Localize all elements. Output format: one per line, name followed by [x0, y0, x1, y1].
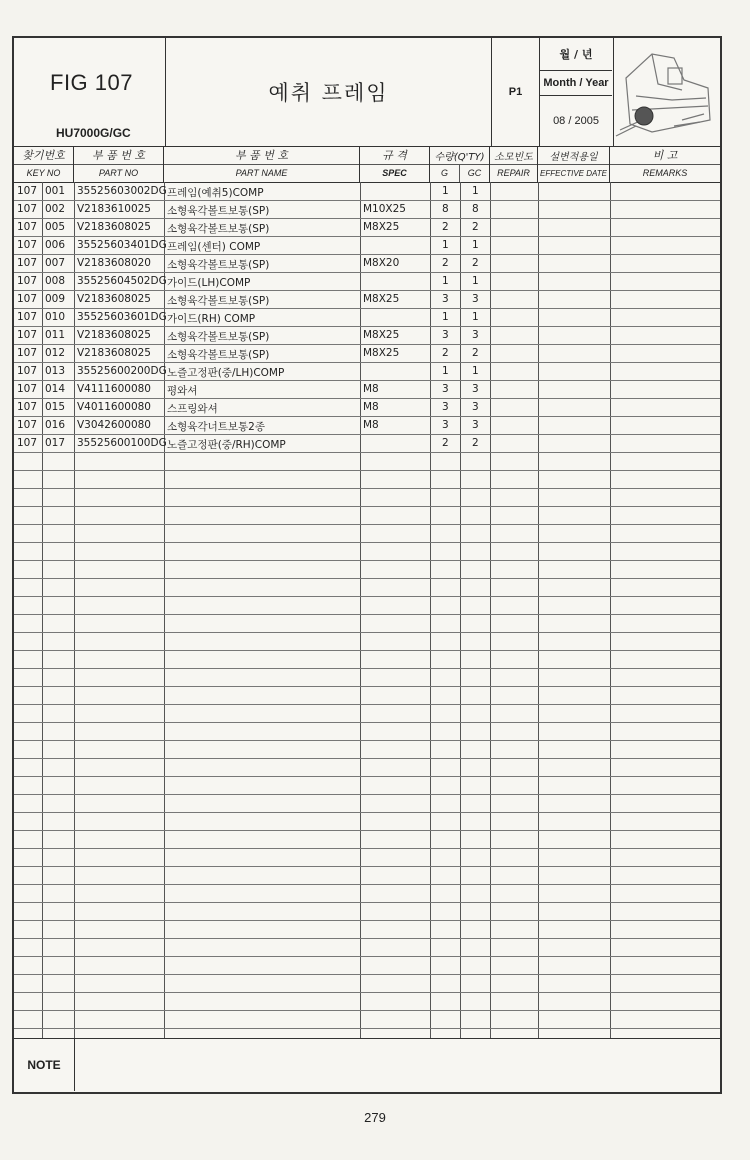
parts-sheet — [12, 36, 722, 1094]
cell-part-no: V2183608020 — [77, 257, 151, 269]
cell-g: 2 — [442, 347, 449, 359]
table-row — [14, 920, 720, 939]
cell-fig: 107 — [17, 257, 38, 269]
cell-fig: 107 — [17, 203, 38, 215]
cell-g: 1 — [442, 275, 449, 287]
cell-part-no: V2183610025 — [77, 203, 151, 215]
cell-part-no: V2183608025 — [77, 221, 151, 233]
col-key: 찾기번호 KEY NO — [14, 146, 74, 182]
cell-fig: 107 — [17, 239, 38, 251]
cell-g: 3 — [442, 293, 449, 305]
cell-key: 009 — [45, 293, 66, 305]
table-row — [14, 956, 720, 975]
table-row — [14, 866, 720, 885]
cell-gc: 2 — [472, 347, 479, 359]
cell-key: 017 — [45, 437, 66, 449]
table-row — [14, 362, 720, 381]
cell-g: 8 — [442, 203, 449, 215]
column-headers — [14, 146, 720, 183]
fig-number: FIG 107 — [50, 70, 133, 95]
table-row — [14, 434, 720, 453]
table-row — [14, 524, 720, 543]
table-row — [14, 632, 720, 651]
cell-key: 005 — [45, 221, 66, 233]
cell-g: 1 — [442, 311, 449, 323]
cell-name: 노즐고정판(중/LH)COMP — [167, 367, 285, 379]
cell-g: 2 — [442, 221, 449, 233]
cell-fig: 107 — [17, 311, 38, 323]
cell-fig: 107 — [17, 221, 38, 233]
cell-spec: M8X25 — [363, 329, 400, 341]
cell-g: 1 — [442, 239, 449, 251]
table-row — [14, 290, 720, 309]
table-row — [14, 668, 720, 687]
page-number: 279 — [364, 1110, 386, 1125]
col-remarks: 비 고 REMARKS — [610, 146, 720, 182]
col-repair: 소모빈도 REPAIR — [490, 146, 538, 182]
cell-gc: 3 — [472, 383, 479, 395]
cell-name: 소형육각볼트보통(SP) — [167, 223, 270, 235]
table-row — [14, 542, 720, 561]
cell-g: 1 — [442, 185, 449, 197]
table-row — [14, 344, 720, 363]
table-row — [14, 254, 720, 273]
cell-name: 프레임(예취5)COMP — [167, 187, 264, 199]
table-row — [14, 272, 720, 291]
table-row — [14, 398, 720, 417]
col-qty: 수량(Q'TY) G GC — [430, 146, 490, 182]
table-row — [14, 182, 720, 201]
table-row — [14, 902, 720, 921]
table-row — [14, 848, 720, 867]
cell-g: 3 — [442, 383, 449, 395]
cell-part-no: 35525603002DG — [77, 185, 167, 197]
cell-gc: 3 — [472, 293, 479, 305]
cell-fig: 107 — [17, 293, 38, 305]
cell-key: 014 — [45, 383, 66, 395]
cell-name: 스프링와셔 — [167, 403, 218, 415]
cell-fig: 107 — [17, 185, 38, 197]
table-row — [14, 830, 720, 849]
cell-name: 소형육각볼트보통(SP) — [167, 295, 270, 307]
table-row — [14, 326, 720, 345]
cell-key: 015 — [45, 401, 66, 413]
page-code-cell — [492, 38, 540, 146]
cell-spec: M10X25 — [363, 203, 406, 215]
date-label-ko: 월 / 년 — [540, 38, 612, 71]
table-row — [14, 614, 720, 633]
cell-spec: M8 — [363, 419, 379, 431]
cell-part-no: V2183608025 — [77, 329, 151, 341]
col-part-no: 부 품 번 호 PART NO — [74, 146, 164, 182]
cell-name: 소형육각볼트보통(SP) — [167, 259, 270, 271]
table-row — [14, 686, 720, 705]
cell-spec: M8X25 — [363, 221, 400, 233]
cell-name: 가이드(LH)COMP — [167, 277, 251, 289]
parts-table-body — [14, 182, 720, 1038]
cell-gc: 3 — [472, 401, 479, 413]
table-row — [14, 200, 720, 219]
page-title: 예취 프레임 — [268, 81, 389, 105]
table-row — [14, 740, 720, 759]
cell-name: 노즐고정판(중/RH)COMP — [167, 439, 286, 451]
cell-spec: M8X20 — [363, 257, 400, 269]
cell-part-no: 35525600100DG — [77, 437, 167, 449]
title-cell — [166, 38, 492, 146]
table-row — [14, 1010, 720, 1029]
page-code: P1 — [508, 86, 523, 98]
col-part-name: 부 품 번 호 PART NAME — [164, 146, 360, 182]
table-row — [14, 992, 720, 1011]
model-number: HU7000G/GC — [56, 126, 131, 140]
table-row — [14, 776, 720, 795]
cell-gc: 1 — [472, 185, 479, 197]
col-spec: 규 격 SPEC — [360, 146, 430, 182]
cell-key: 008 — [45, 275, 66, 287]
cell-g: 2 — [442, 437, 449, 449]
cell-key: 012 — [45, 347, 66, 359]
cell-spec: M8 — [363, 383, 379, 395]
cell-fig: 107 — [17, 347, 38, 359]
table-row — [14, 812, 720, 831]
cell-key: 010 — [45, 311, 66, 323]
cell-part-no: V3042600080 — [77, 419, 151, 431]
table-row — [14, 758, 720, 777]
table-row — [14, 452, 720, 471]
cell-g: 3 — [442, 329, 449, 341]
cell-g: 1 — [442, 365, 449, 377]
table-row — [14, 794, 720, 813]
table-row — [14, 506, 720, 525]
cell-spec: M8X25 — [363, 347, 400, 359]
sheet-header — [14, 38, 720, 147]
table-row — [14, 380, 720, 399]
cell-key: 011 — [45, 329, 66, 341]
table-row — [14, 704, 720, 723]
cell-gc: 3 — [472, 419, 479, 431]
table-row — [14, 596, 720, 615]
cell-fig: 107 — [17, 437, 38, 449]
cell-name: 소형육각볼트보통(SP) — [167, 349, 270, 361]
cell-fig: 107 — [17, 401, 38, 413]
cell-part-no: 35525600200DG — [77, 365, 167, 377]
cell-key: 001 — [45, 185, 66, 197]
cell-part-no: 35525604502DG — [77, 275, 167, 287]
cell-gc: 3 — [472, 329, 479, 341]
cell-fig: 107 — [17, 329, 38, 341]
table-row — [14, 470, 720, 489]
cell-gc: 1 — [472, 365, 479, 377]
table-row — [14, 974, 720, 993]
cell-g: 2 — [442, 257, 449, 269]
date-value: 08 / 2005 — [553, 115, 599, 127]
cell-name: 소형육각볼트보통(SP) — [167, 331, 270, 343]
cell-name: 소형육각너트보통2종 — [167, 421, 265, 433]
cell-part-no: V2183608025 — [77, 293, 151, 305]
table-row — [14, 938, 720, 957]
harvester-illustration-icon — [612, 40, 716, 142]
date-label-en: Month / Year — [540, 71, 612, 96]
table-row — [14, 218, 720, 237]
cell-gc: 1 — [472, 275, 479, 287]
table-row — [14, 578, 720, 597]
note-section — [14, 1038, 720, 1093]
cell-part-no: 35525603401DG — [77, 239, 167, 251]
cell-g: 3 — [442, 419, 449, 431]
cell-g: 3 — [442, 401, 449, 413]
table-row — [14, 650, 720, 669]
cell-name: 평와셔 — [167, 385, 198, 397]
cell-gc: 1 — [472, 239, 479, 251]
cell-part-no: V4011600080 — [77, 401, 151, 413]
cell-gc: 2 — [472, 257, 479, 269]
cell-fig: 107 — [17, 365, 38, 377]
table-row — [14, 722, 720, 741]
cell-spec: M8 — [363, 401, 379, 413]
table-row — [14, 236, 720, 255]
cell-gc: 2 — [472, 221, 479, 233]
cell-name: 소형육각볼트보통(SP) — [167, 205, 270, 217]
cell-fig: 107 — [17, 383, 38, 395]
cell-key: 007 — [45, 257, 66, 269]
cell-gc: 8 — [472, 203, 479, 215]
cell-gc: 1 — [472, 311, 479, 323]
cell-spec: M8X25 — [363, 293, 400, 305]
note-label: NOTE — [14, 1039, 75, 1091]
table-row — [14, 416, 720, 435]
cell-fig: 107 — [17, 275, 38, 287]
cell-part-no: V4111600080 — [77, 383, 151, 395]
fig-cell — [14, 38, 166, 146]
cell-fig: 107 — [17, 419, 38, 431]
table-row — [14, 884, 720, 903]
table-row — [14, 488, 720, 507]
cell-gc: 2 — [472, 437, 479, 449]
table-row — [14, 308, 720, 327]
table-row — [14, 560, 720, 579]
cell-key: 002 — [45, 203, 66, 215]
cell-key: 006 — [45, 239, 66, 251]
cell-key: 016 — [45, 419, 66, 431]
date-cell — [540, 38, 614, 146]
cell-name: 프레임(센터) COMP — [167, 241, 261, 253]
cell-part-no: V2183608025 — [77, 347, 151, 359]
col-effective-date: 설변적용일 EFFECTIVE DATE — [538, 146, 610, 182]
cell-part-no: 35525603601DG — [77, 311, 167, 323]
cell-name: 가이드(RH) COMP — [167, 313, 256, 325]
cell-key: 013 — [45, 365, 66, 377]
